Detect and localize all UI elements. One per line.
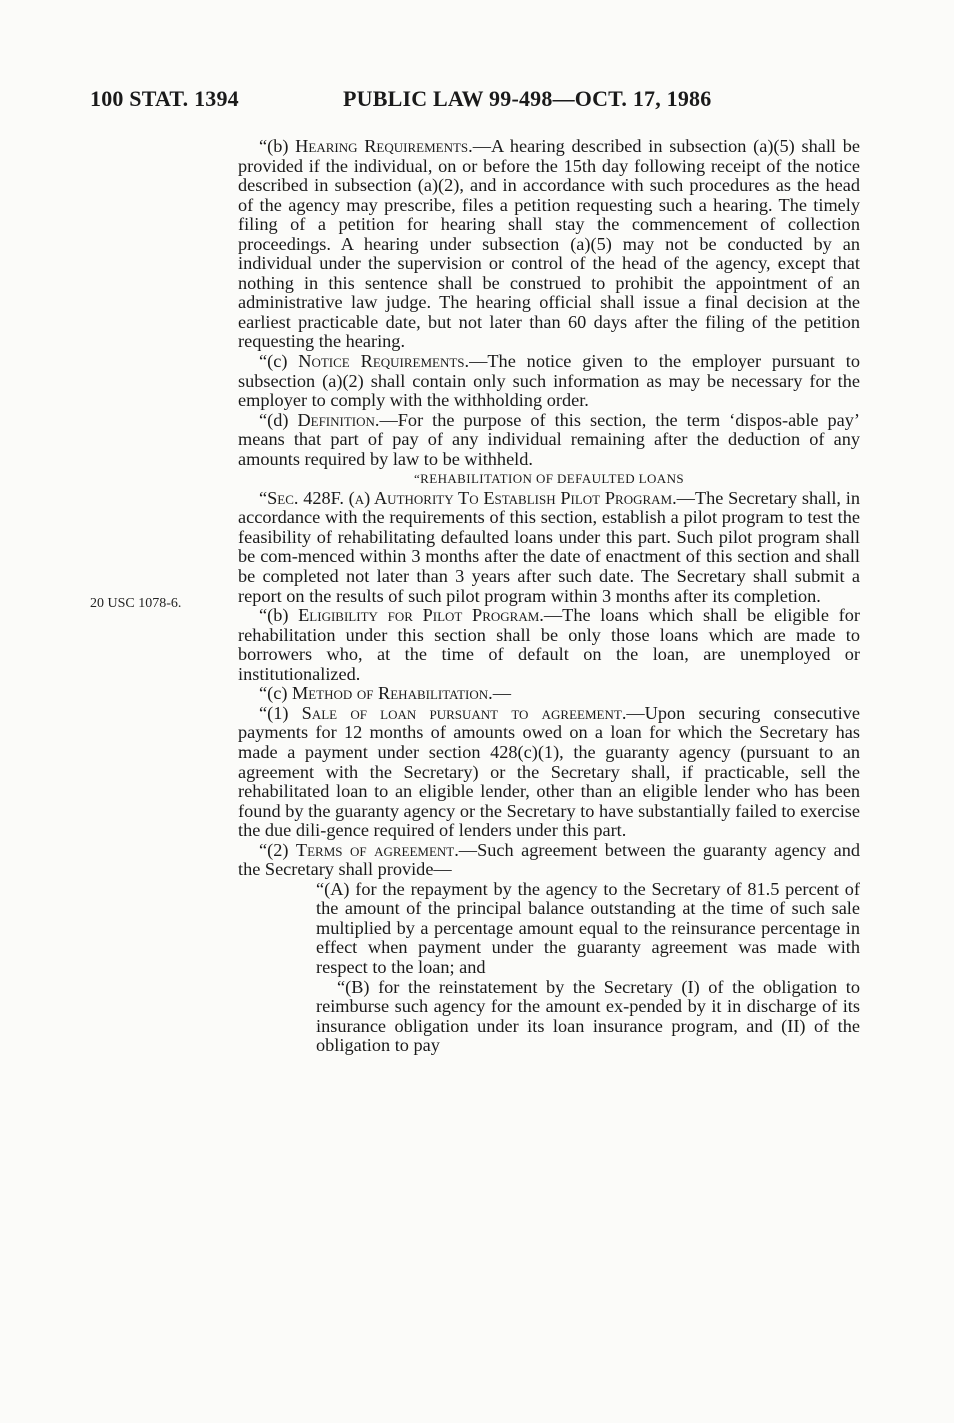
- subsection-c-notice: [238, 352, 860, 411]
- paragraph-open: “(1): [259, 702, 302, 723]
- subsection-open: “(c): [259, 351, 299, 372]
- subsection-text: —The notice given to the employer pursuant to subsection (a)(2) shall contain only such information as may be necessary for the employer to comply with the withholding order.: [238, 351, 860, 411]
- stat-citation: 100 STAT. 1394: [90, 86, 239, 111]
- subsection-heading: Eligibility for Pilot Program.: [298, 605, 544, 626]
- statute-body: [238, 137, 860, 1056]
- subsection-heading: Method of Rehabilitation.: [291, 683, 493, 704]
- subsection-open: “(d): [259, 409, 298, 430]
- running-head: [90, 86, 870, 116]
- paragraph-heading: Terms of agreement.: [295, 839, 459, 860]
- subparagraph-b: [316, 978, 860, 1056]
- subsection-text: —: [492, 683, 511, 704]
- subsection-open: “(b): [259, 136, 296, 156]
- section-heading: “REHABILITATION OF DEFAULTED LOANS: [413, 471, 684, 487]
- usc-margin-note: 20 USC 1078-6.: [90, 596, 182, 611]
- subsection-heading: Hearing Requirements.: [295, 136, 473, 156]
- subparagraph-text: “(A) for the repayment by the agency to the Secretary of 81.5 percent of the amount of the principal balance outstanding at the time of such sale multiplied by a percentage amount equal to the reinsurance percentage in effect when payment under the guaranty agreement was made with respect to the loan; and: [316, 878, 860, 977]
- section-428f-b: [238, 606, 860, 684]
- subsection-b-hearing: [238, 137, 860, 352]
- section-428f-c: [238, 684, 860, 704]
- paragraph-text: —Such agreement between the guaranty agency and the Secretary shall provide—: [238, 839, 860, 880]
- subsection-text: —The loans which shall be eligible for rehabilitation under this section shall be only those loans which are made to borrowers who, at the time of default on the loan, are unemployed or institutionalized.: [238, 605, 860, 684]
- public-law-citation: PUBLIC LAW 99-498—OCT. 17, 1986: [343, 86, 712, 111]
- subparagraph-a: [316, 880, 860, 978]
- paragraph-open: “(2): [259, 839, 296, 860]
- subsection-text: —A hearing described in subsection (a)(5) shall be provided if the individual, on or before the 15th day following receipt of the notice described in subsection (a)(2), and in accordance with such procedures as the head of the agency may prescribe, files a petition requesting such a hearing. The timely filing of a petition for hearing shall stay the commencement of collection proceedings. A hearing under subsection (a)(5) may not be conducted by an individual under the supervision or control of the head of the agency, except that nothing in this sentence shall be construed to prohibit the appointment of an administrative law judge. The hearing official shall issue a final decision at the earliest practicable date, but not later than 60 days after the filing of the petition requesting the hearing.: [238, 136, 860, 352]
- section-428f-a: [238, 489, 860, 606]
- paragraph-2-terms: [238, 841, 860, 880]
- subsection-heading: Notice Requirements.: [298, 351, 470, 372]
- section-open: “Sec. 428F. (a): [259, 487, 374, 508]
- subsection-d-definition: [238, 411, 860, 470]
- subsection-open: “(c): [259, 683, 292, 704]
- subsection-heading: Authority To Establish Pilot Program.: [373, 487, 677, 508]
- subsection-text: —The Secretary shall, in accordance with the requirements of this section, establish a pilot program to test the feasibility of rehabilitating defaulted loans under this part. Such pilot program shall be com-menced within 3 months after the date of enactment of this section and shall be completed not later than 3 years after such date. The Secretary shall submit a report on the results of such pilot program within 3 months after its completion.: [238, 487, 860, 606]
- paragraph-heading: Sale of loan pursuant to agreement.: [301, 702, 627, 723]
- subsection-open: “(b): [259, 605, 299, 626]
- subsection-text: —For the purpose of this section, the term ‘dispos-able pay’ means that part of pay of any individual remaining after the deduction of any amounts required by law to be withheld.: [238, 409, 860, 469]
- subsection-heading: Definition.: [297, 409, 380, 430]
- paragraph-1-sale: [238, 704, 860, 841]
- paragraph-text: —Upon securing consecutive payments for 12 months of amounts owed on a loan for which the Secretary has made a payment under section 428(c)(1), the guaranty agency (pursuant to an agreement with the Secretary) or the Secretary shall, if practicable, sell the rehabilitated loan to an eligible lender, other than an eligible lender who has been found by the guaranty agency or the Secretary to have substantially failed to exercise the due dili-gence required of lenders under this part.: [238, 702, 860, 841]
- subparagraph-text: “(B) for the reinstatement by the Secretary (I) of the obligation to reimburse such agency for the amount ex-pended by it in discharge of its insurance obligation under its loan insurance program, and (II) of the obligation to pay: [316, 976, 860, 1056]
